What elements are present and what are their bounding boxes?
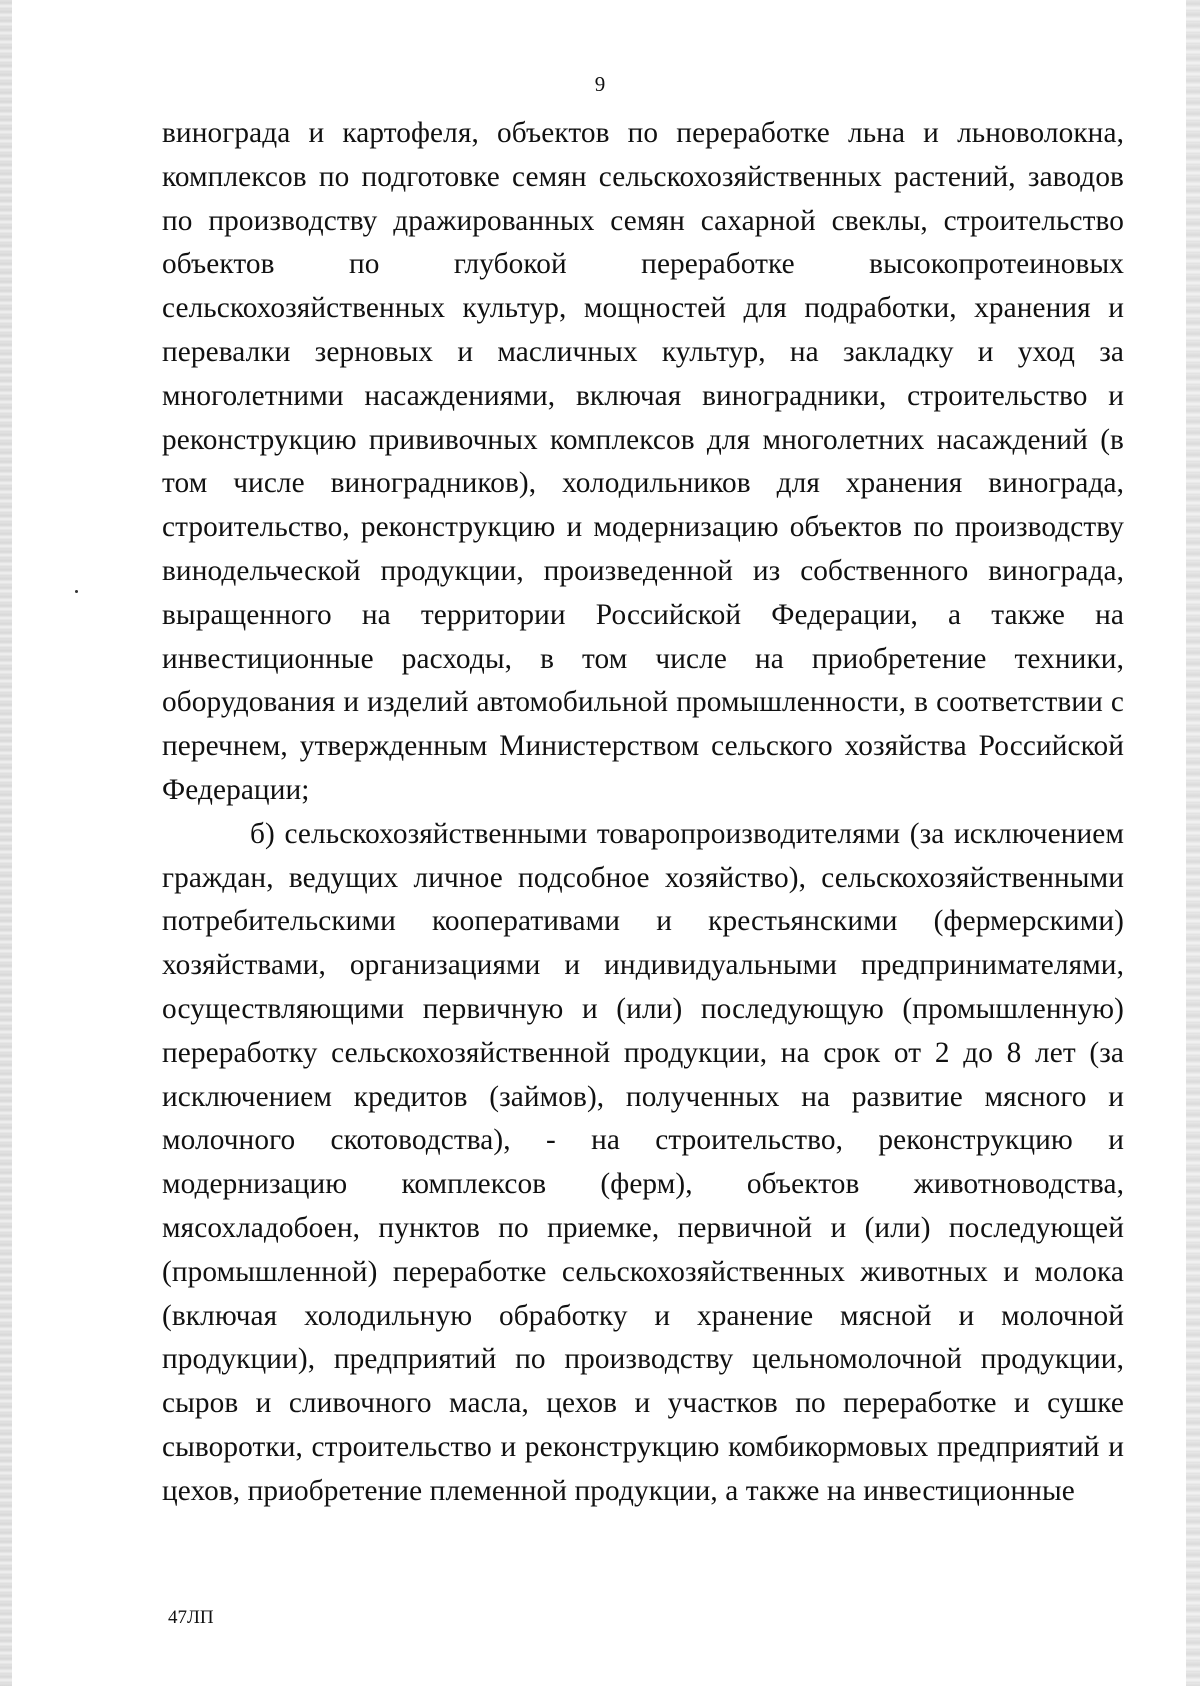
paragraph-item-b: б) сельскохозяйственными товаропроизводителями (за исключением граждан, ведущих личное подсобное хозяйство), сельскохозяйственными потребительскими кооперативами и крестьянскими (фермерскими) хозяйствами, организациями и индивидуальными предпринимателями, осуществляющими первичную и (или) последующую (промышленную) переработку сельскохозяйственной продукции, на срок от 2 до 8 лет (за исключением кредитов (займов), полученных на развитие мясного и молочного скотоводства), - на строительство, реконструкцию и модернизацию комплексов (ферм), объектов животноводства, мясохладобоен, пунктов по приемке, первичной и (или) последующей (промышленной) переработке сельскохозяйственных животных и молока (включая холодильную обработку и хранение мясной и молочной продукции), предприятий по производству цельномолочной продукции, сыров и сливочного масла, цехов и участков по переработке и сушке сыворотки, строительство и реконструкцию комбикормовых предприятий и цехов, приобретение племенной продукции, а также на инвестиционные — [162, 817, 1124, 1507]
scan-edge-right — [1186, 0, 1200, 1686]
paragraph-continuation: винограда и картофеля, объектов по переработке льна и льноволокна, комплексов по подготовке семян сельскохозяйственных растений, заводов по производству дражированных семян сахарной свеклы, строительство объектов по глубокой переработке высокопротеиновых сельскохозяйственных культур, мощностей для подработки, хранения и перевалки зерновых и масличных культур, на закладку и уход за многолетними насаждениями, включая виноградники, строительство и реконструкцию прививочных комплексов для многолетних насаждений (в том числе виноградников), холодильников для хранения винограда, строительство, реконструкцию и модернизацию объектов по производству винодельческой продукции, произведенной из собственного винограда, выращенного на территории Российской Федерации, а также на инвестиционные расходы, в том числе на приобретение техники, оборудования и изделий автомобильной промышленности, в соответствии с перечнем, утвержденным Министерством сельского хозяйства Российской Федерации; — [162, 117, 1124, 806]
scan-speck — [75, 590, 78, 593]
page-number: 9 — [594, 72, 606, 96]
scan-edge-left — [0, 0, 12, 1686]
document-body — [162, 112, 1124, 1514]
document-code: 47ЛП — [168, 1607, 214, 1628]
